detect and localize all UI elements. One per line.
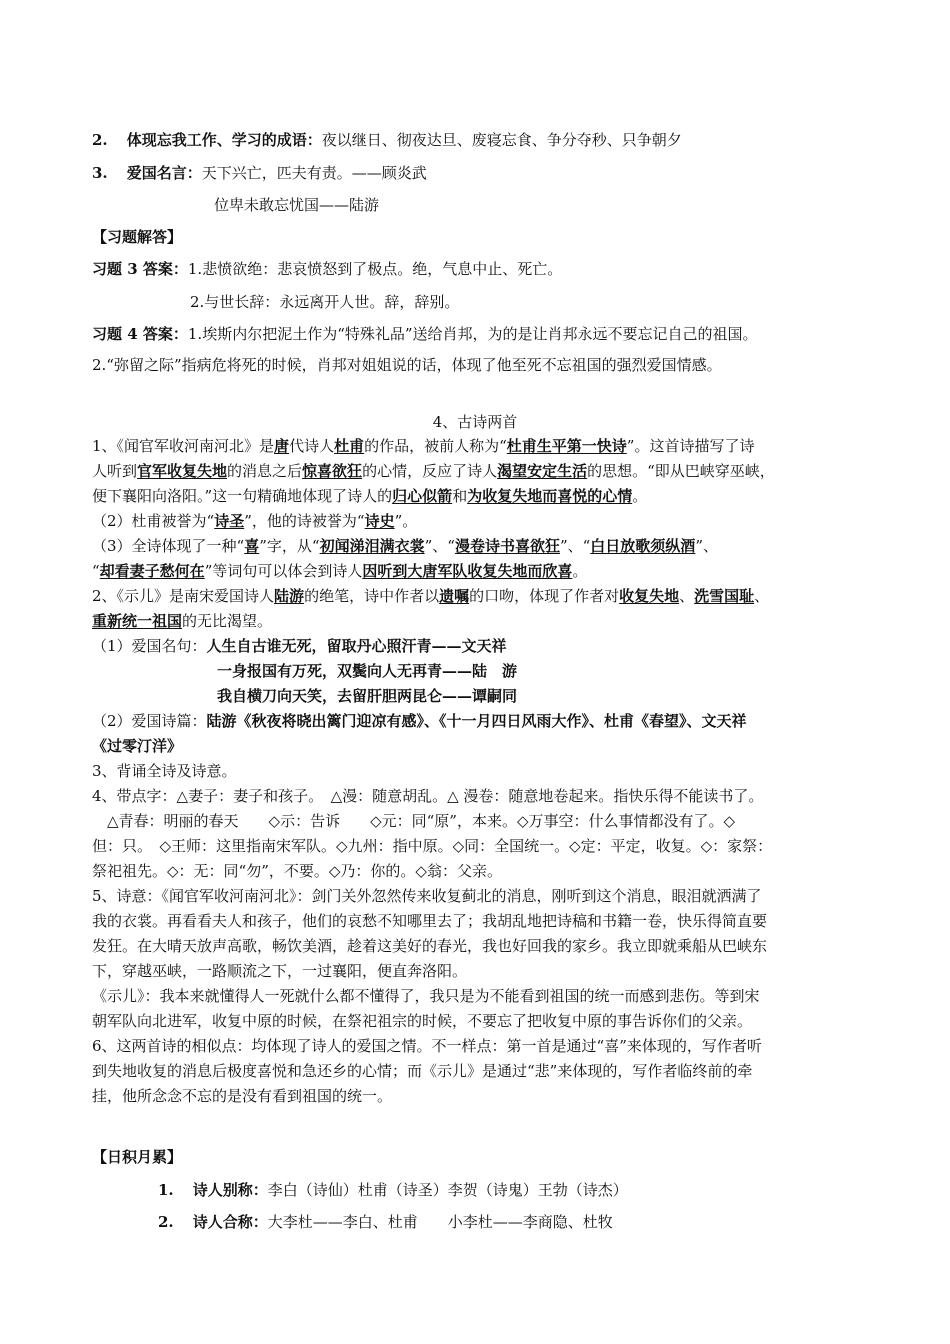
text: 。 bbox=[572, 562, 588, 580]
key-term: 因听到大唐军队收复失地而欣喜 bbox=[362, 562, 573, 580]
key-term: 白日放歌须纵酒 bbox=[590, 537, 696, 555]
paragraph-4-line-1: 4、带点字：△妻子：妻子和孩子。 △漫：随意胡乱。△ 漫卷：随意地卷起来。指快乐得不能读书了。 bbox=[92, 787, 764, 805]
text: 。 bbox=[632, 487, 648, 505]
poems-line-2: 《过零汀洋》 bbox=[92, 737, 183, 755]
poems-label: （2）爱国诗篇： bbox=[92, 712, 207, 730]
list-label: 体现忘我工作、学习的成语： bbox=[126, 131, 322, 149]
paragraph-4-line-3: 但：只。 ◇王师：这里指南宋军队。◇九州：指中原。◇同：全国统一。◇定：平定，收复。◇：家祭： bbox=[92, 837, 773, 855]
text: “ bbox=[92, 562, 100, 580]
text: ”、 bbox=[695, 537, 718, 555]
accumulate-item-1 bbox=[158, 1180, 628, 1200]
key-term: 诗史 bbox=[364, 512, 395, 530]
key-term: 唐 bbox=[274, 437, 290, 455]
paragraph-5-line-5: 《示儿》：我本来就懂得人一死就什么都不懂得了，我只是为不能看到祖国的统一而感到悲伤。等到宋 bbox=[92, 987, 760, 1005]
key-term: 杜甫 bbox=[334, 437, 365, 455]
key-term: 重新统一祖国 bbox=[92, 612, 183, 630]
paragraph-1-sub-3-line-1 bbox=[92, 536, 718, 556]
list-item-2 bbox=[92, 130, 682, 150]
key-term: 杜甫生平第一快诗 bbox=[506, 437, 627, 455]
paragraph-1-line-1 bbox=[92, 436, 754, 456]
key-term: 洗雪国耻 bbox=[694, 587, 755, 605]
text: ”。这首诗描写了诗 bbox=[626, 437, 755, 455]
list-label: 爱国名言： bbox=[126, 164, 202, 182]
text: 、 bbox=[679, 587, 695, 605]
list-label: 诗人别称： bbox=[192, 1181, 268, 1199]
key-term: 归心似箭 bbox=[392, 487, 453, 505]
paragraph-4-line-2: △青春：明丽的春天 ◇示：告诉 ◇元：同“原”，本来。◇万事空：什么事情都没有了。◇ bbox=[92, 812, 736, 830]
key-term: 渴望安定生活 bbox=[497, 462, 588, 480]
list-label: 诗人合称： bbox=[192, 1213, 268, 1231]
paragraph-5-line-4: 下，穿越巫峡，一路顺流之下，一过襄阳，便直奔洛阳。 bbox=[92, 962, 468, 980]
answer-label: 习题 3 答案： bbox=[92, 260, 188, 278]
key-term: 喜 bbox=[244, 537, 260, 555]
paragraph-5-line-1: 5、诗意：《闻官军收河南河北》：剑门关外忽然传来收复蓟北的消息，刚听到这个消息，眼泪就洒满了 bbox=[92, 887, 762, 905]
answers-heading: 【习题解答】 bbox=[92, 228, 183, 246]
paragraph-6-line-2: 到失地收复的消息后极度喜悦和急还乡的心情；而《示儿》是通过“悲”来体现的，写作者临终前的牵 bbox=[92, 1062, 753, 1080]
quotes-line-2: 一身报国有万死，双鬓向人无再青——陆 游 bbox=[217, 662, 518, 680]
poems-line-1 bbox=[92, 711, 747, 731]
paragraph-6-line-1: 6、这两首诗的相似点：均体现了诗人的爱国之情。不一样点：第一首是通过“喜”来体现的，写作者听 bbox=[92, 1037, 762, 1055]
paragraph-4-line-4: 祭祀祖先。◇：无：同“勿”，不要。◇乃：你的。◇翁：父亲。 bbox=[92, 862, 502, 880]
text: 人听到 bbox=[92, 462, 138, 480]
accumulate-heading: 【日积月累】 bbox=[92, 1148, 183, 1166]
text: ”等词句可以体会到诗人 bbox=[204, 562, 363, 580]
text: （3）全诗体现了一种“ bbox=[92, 537, 245, 555]
text: （2）杜甫被誉为“ bbox=[92, 512, 215, 530]
list-text: 李白（诗仙）杜甫（诗圣）李贺（诗鬼）王勃（诗杰） bbox=[267, 1181, 628, 1199]
list-number: 3. bbox=[92, 164, 108, 182]
key-term: 陆游 bbox=[274, 587, 305, 605]
answer-text: 1.悲愤欲绝：悲哀愤怒到了极点。绝，气息中止、死亡。 bbox=[187, 260, 563, 278]
key-term: 却看妻子愁何在 bbox=[99, 562, 205, 580]
key-term: 初闻涕泪满衣裳 bbox=[319, 537, 425, 555]
paragraph-2-line-2 bbox=[92, 611, 272, 631]
answer-3-row-2: 2.与世长辞：永远离开人世。辞，辞别。 bbox=[190, 293, 460, 311]
paragraph-5-line-2: 我的衣裳。再看看夫人和孩子，他们的哀愁不知哪里去了；我胡乱地把诗稿和书籍一卷，快乐得简直要 bbox=[92, 912, 768, 930]
key-term: 漫卷诗书喜欲狂 bbox=[454, 537, 560, 555]
text: 的绝笔，诗中作者以 bbox=[304, 587, 440, 605]
key-term: 收复失地 bbox=[619, 587, 680, 605]
quotes-line-3: 我自横刀向天笑，去留肝胆两昆仑——谭嗣同 bbox=[217, 687, 518, 705]
answer-text: 1.埃斯内尔把泥土作为“特殊礼品”送给肖邦，为的是让肖邦永远不要忘记自己的祖国。 bbox=[187, 325, 758, 343]
text: ”、“ bbox=[559, 537, 591, 555]
paragraph-2-line-1 bbox=[92, 586, 769, 606]
text: 代诗人 bbox=[289, 437, 335, 455]
text: 的无比渴望。 bbox=[182, 612, 273, 630]
paragraph-3: 3、背诵全诗及诗意。 bbox=[92, 762, 237, 780]
text: 1、《闻官军收河南河北》是 bbox=[92, 437, 275, 455]
answer-3-row-1 bbox=[92, 259, 562, 279]
paragraph-6-line-3: 挂，他所念念不忘的是没有看到祖国的统一。 bbox=[92, 1087, 393, 1105]
text: 的思想。“即从巴峡穿巫峡， bbox=[587, 462, 775, 480]
key-term: 遗嘱 bbox=[439, 587, 470, 605]
paragraph-5-line-6: 朝军队向北进军，收复中原的时候，在祭祀祖宗的时候，不要忘了把收复中原的事告诉你们的父亲。 bbox=[92, 1012, 753, 1030]
paragraph-1-line-3 bbox=[92, 486, 647, 506]
list-text: 天下兴亡，匹夫有责。——顾炎武 bbox=[201, 164, 427, 182]
text: 2、《示儿》是南宋爱国诗人 bbox=[92, 587, 275, 605]
text: 便下襄阳向洛阳。”这一句精确地体现了诗人的 bbox=[92, 487, 393, 505]
paragraph-5-line-3: 发狂。在大晴天放声高歌，畅饮美酒，趁着这美好的春光，我也好回我的家乡。我立即就乘船从巴峡东 bbox=[92, 937, 768, 955]
list-item-3 bbox=[92, 163, 427, 183]
list-number: 2. bbox=[158, 1213, 174, 1231]
text: ”。 bbox=[394, 512, 418, 530]
key-term: 诗圣 bbox=[214, 512, 245, 530]
quotes-label: （1）爱国名句： bbox=[92, 637, 207, 655]
key-term: 官军收复失地 bbox=[137, 462, 228, 480]
key-term: 惊喜欲狂 bbox=[302, 462, 363, 480]
list-text: 位卑未敢忘忧国——陆游 bbox=[214, 196, 380, 214]
text: ”，他的诗被誉为“ bbox=[244, 512, 365, 530]
section-title: 4、古诗两首 bbox=[432, 413, 518, 431]
text: 和 bbox=[452, 487, 468, 505]
text: 的心情，反应了诗人 bbox=[362, 462, 498, 480]
list-text: 夜以继日、彻夜达旦、废寝忘食、争分夺秒、只争朝夕 bbox=[321, 131, 682, 149]
text: 的口吻，体现了作者对 bbox=[469, 587, 620, 605]
list-item-3-continued bbox=[214, 195, 379, 215]
answer-label: 习题 4 答案： bbox=[92, 325, 188, 343]
answer-4-row-1 bbox=[92, 324, 758, 344]
key-term: 为收复失地而喜悦的心情 bbox=[467, 487, 633, 505]
text: 的作品，被前人称为“ bbox=[364, 437, 507, 455]
accumulate-item-2 bbox=[158, 1212, 613, 1232]
text: 的消息之后 bbox=[227, 462, 303, 480]
answer-4-row-2: 2.“弥留之际”指病危将死的时候，肖邦对姐姐说的话，体现了他至死不忘祖国的强烈爱国情感。 bbox=[92, 356, 722, 374]
quote: 人生自古谁无死，留取丹心照汗青——文天祥 bbox=[206, 637, 507, 655]
list-text: 大李杜——李白、杜甫 小李杜——李商隐、杜牧 bbox=[267, 1213, 613, 1231]
list-number: 1. bbox=[158, 1181, 174, 1199]
paragraph-1-sub-2 bbox=[92, 511, 417, 531]
poems-text: 陆游《秋夜将晓出篱门迎凉有感》、《十一月四日风雨大作》、杜甫《春望》、文天祥 bbox=[206, 712, 747, 730]
text: ”、“ bbox=[424, 537, 455, 555]
paragraph-1-sub-3-line-2 bbox=[92, 561, 587, 581]
paragraph-1-line-2 bbox=[92, 461, 775, 481]
list-number: 2. bbox=[92, 131, 108, 149]
text: ”字，从“ bbox=[259, 537, 320, 555]
text: 、 bbox=[754, 587, 770, 605]
quotes-line-1 bbox=[92, 636, 507, 656]
